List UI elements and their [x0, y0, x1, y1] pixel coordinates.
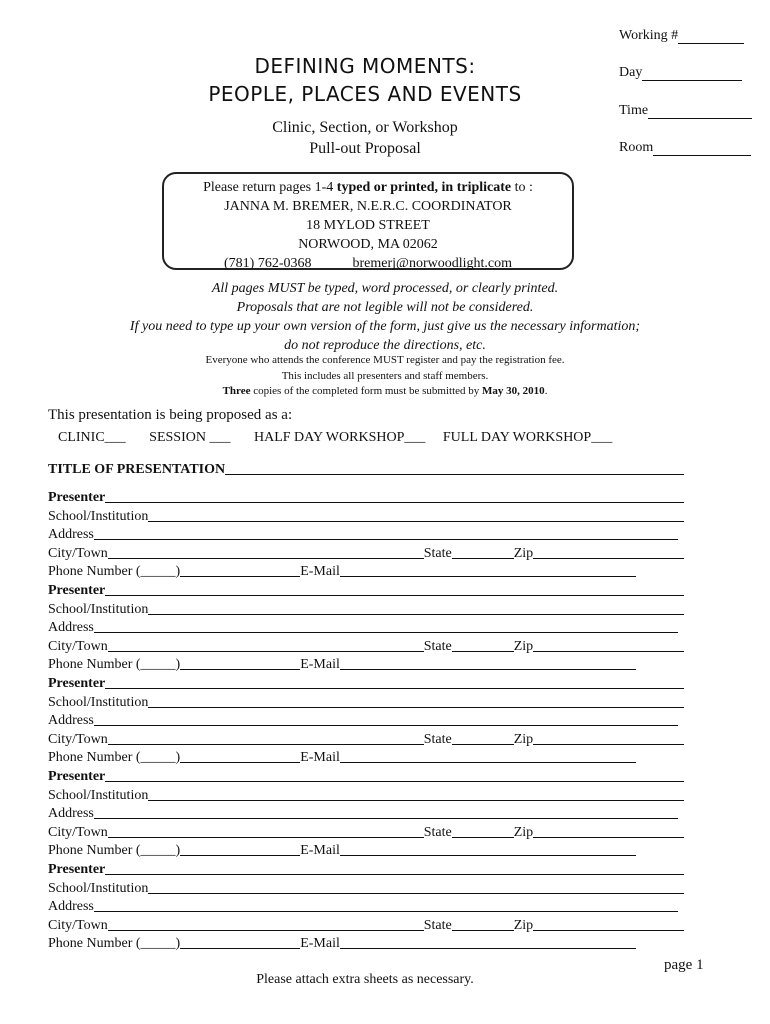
email-label: E-Mail [300, 750, 340, 766]
email-field[interactable] [340, 657, 636, 670]
presenter-5-city-row [48, 916, 684, 934]
return-instruction [164, 178, 572, 197]
email-field[interactable] [340, 564, 636, 577]
time-field[interactable] [648, 106, 752, 119]
title-of-presentation-field[interactable] [225, 462, 684, 475]
presenter-name-field[interactable] [105, 583, 684, 596]
presenter-5-school-row [48, 879, 684, 897]
zip-label: Zip [513, 824, 534, 840]
presenter-3-phone-row [48, 748, 636, 766]
proposal-intro: This presentation is being proposed as a: [48, 407, 293, 423]
email-field[interactable] [340, 843, 636, 856]
deadline-copies: Three [222, 385, 251, 397]
email-label: E-Mail [300, 936, 340, 952]
phone-label: Phone Number (_____) [48, 750, 181, 766]
presenter-label: Presenter [48, 862, 106, 877]
presenter-4-phone-row [48, 841, 636, 859]
city-label: City/Town [48, 545, 108, 561]
working-number-label: Working # [619, 28, 679, 43]
school-label: School/Institution [48, 508, 149, 524]
address-field[interactable] [94, 527, 678, 540]
day-row [619, 61, 759, 81]
zip-field[interactable] [533, 546, 684, 559]
presenter-label: Presenter [48, 676, 106, 691]
school-label: School/Institution [48, 694, 149, 710]
proposal-type-options [58, 430, 632, 446]
phone-label: Phone Number (_____) [48, 843, 181, 859]
address-field[interactable] [94, 620, 678, 633]
phone-field[interactable] [180, 657, 300, 670]
zip-field[interactable] [533, 639, 684, 652]
presenter-2-school-row [48, 600, 684, 618]
title-of-presentation-label: TITLE OF PRESENTATION [48, 462, 226, 477]
presenter-3-name-row [48, 674, 684, 692]
state-label: State [423, 824, 452, 840]
presenter-name-field[interactable] [105, 490, 684, 503]
instruction-line-5: Everyone who attends the conference MUST register and pay the registration fee. [205, 354, 565, 366]
phone-label: Phone Number (_____) [48, 936, 181, 952]
coordinator-email: bremerj@norwoodlight.com [352, 256, 512, 271]
email-label: E-Mail [300, 657, 340, 673]
phone-field[interactable] [180, 750, 300, 763]
presenter-name-field[interactable] [105, 769, 684, 782]
phone-field[interactable] [180, 936, 300, 949]
zip-label: Zip [513, 638, 534, 654]
city-field[interactable] [108, 732, 424, 745]
office-use-block [619, 24, 759, 156]
instruction-line-4: do not reproduce the directions, etc. [284, 338, 486, 353]
school-label: School/Institution [48, 601, 149, 617]
city-label: City/Town [48, 731, 108, 747]
state-field[interactable] [452, 918, 514, 931]
state-label: State [423, 917, 452, 933]
state-field[interactable] [452, 639, 514, 652]
presenter-4-address-row [48, 804, 678, 822]
email-field[interactable] [340, 936, 636, 949]
page-title-line-2: PEOPLE, PLACES AND EVENTS [208, 82, 522, 106]
return-instruction-prefix: Please return pages 1-4 [203, 180, 337, 195]
school-field[interactable] [148, 509, 684, 522]
school-label: School/Institution [48, 787, 149, 803]
coordinator-phone: (781) 762-0368 [224, 256, 312, 271]
school-label: School/Institution [48, 880, 149, 896]
presenter-label: Presenter [48, 490, 106, 505]
address-label: Address [48, 806, 94, 822]
attach-note: Please attach extra sheets as necessary. [256, 972, 474, 987]
coordinator-name: JANNA M. BREMER, N.E.R.C. COORDINATOR [224, 199, 512, 214]
phone-field[interactable] [180, 843, 300, 856]
presenter-1-address-row [48, 525, 678, 543]
state-label: State [423, 731, 452, 747]
state-field[interactable] [452, 732, 514, 745]
presenter-4-city-row [48, 823, 684, 841]
address-label: Address [48, 527, 94, 543]
presenter-5-phone-row [48, 934, 636, 952]
room-row [619, 136, 759, 156]
address-field[interactable] [94, 806, 678, 819]
presenter-name-field[interactable] [105, 676, 684, 689]
working-number-field[interactable] [678, 31, 744, 44]
presenter-4-name-row [48, 767, 684, 785]
school-field[interactable] [148, 881, 684, 894]
instruction-line-2: Proposals that are not legible will not be considered. [236, 300, 534, 315]
room-label: Room [619, 140, 654, 155]
presenter-1-city-row [48, 544, 684, 562]
state-label: State [423, 638, 452, 654]
option-half-day-workshop[interactable]: HALF DAY WORKSHOP___ [253, 430, 426, 445]
state-label: State [423, 545, 452, 561]
city-field[interactable] [108, 546, 424, 559]
option-session[interactable]: SESSION ___ [149, 430, 231, 445]
instruction-line-1: All pages MUST be typed, word processed, or clearly printed. [211, 281, 559, 296]
option-clinic[interactable]: CLINIC___ [58, 430, 126, 445]
page-title-line-1: DEFINING MOMENTS: [254, 54, 476, 78]
presenter-2-name-row [48, 581, 684, 599]
deadline-line [0, 383, 770, 399]
presenter-name-field[interactable] [105, 862, 684, 875]
presenter-2-phone-row [48, 655, 636, 673]
phone-label: Phone Number (_____) [48, 564, 181, 580]
email-label: E-Mail [300, 843, 340, 859]
address-label: Address [48, 713, 94, 729]
coordinator-contact [164, 254, 572, 273]
school-field[interactable] [148, 695, 684, 708]
presenter-3-city-row [48, 730, 684, 748]
presenter-5-name-row [48, 860, 684, 878]
school-field[interactable] [148, 788, 684, 801]
time-row [619, 99, 759, 119]
instruction-line-6: This includes all presenters and staff members. [281, 370, 489, 382]
state-field[interactable] [452, 825, 514, 838]
coordinator-city: NORWOOD, MA 02062 [298, 237, 438, 252]
subtitle-line-2: Pull-out Proposal [309, 140, 421, 157]
zip-field[interactable] [533, 825, 684, 838]
day-field[interactable] [642, 68, 742, 81]
presenter-1-school-row [48, 507, 684, 525]
phone-field[interactable] [180, 564, 300, 577]
presenter-2-address-row [48, 618, 678, 636]
presenter-label: Presenter [48, 583, 106, 598]
city-field[interactable] [108, 825, 424, 838]
presenter-3-address-row [48, 711, 678, 729]
return-address-box [162, 172, 574, 270]
page-number: page 1 [664, 957, 704, 973]
room-field[interactable] [653, 143, 751, 156]
deadline-date: May 30, 2010 [482, 385, 545, 397]
presenter-1-name-row [48, 488, 684, 506]
option-full-day-workshop[interactable]: FULL DAY WORKSHOP___ [442, 430, 613, 445]
city-label: City/Town [48, 824, 108, 840]
zip-label: Zip [513, 731, 534, 747]
deadline-end: . [544, 385, 548, 397]
city-field[interactable] [108, 639, 424, 652]
instruction-line-3: If you need to type up your own version of the form, just give us the necessary information; [129, 319, 641, 334]
zip-field[interactable] [533, 918, 684, 931]
presenter-5-address-row [48, 897, 678, 915]
presenter-3-school-row [48, 693, 684, 711]
working-number-row [619, 24, 759, 44]
address-label: Address [48, 620, 94, 636]
zip-label: Zip [513, 917, 534, 933]
coordinator-street: 18 MYLOD STREET [306, 218, 430, 233]
city-label: City/Town [48, 917, 108, 933]
phone-label: Phone Number (_____) [48, 657, 181, 673]
zip-field[interactable] [533, 732, 684, 745]
city-field[interactable] [108, 918, 424, 931]
time-label: Time [619, 103, 649, 118]
subtitle-line-1: Clinic, Section, or Workshop [272, 119, 458, 136]
city-label: City/Town [48, 638, 108, 654]
school-field[interactable] [148, 602, 684, 615]
title-of-presentation-row [48, 460, 684, 478]
zip-label: Zip [513, 545, 534, 561]
address-label: Address [48, 899, 94, 915]
presenter-label: Presenter [48, 769, 106, 784]
return-instruction-emphasis: typed or printed, in triplicate [336, 180, 512, 195]
day-label: Day [619, 65, 643, 80]
presenter-2-city-row [48, 637, 684, 655]
email-field[interactable] [340, 750, 636, 763]
address-field[interactable] [94, 713, 678, 726]
deadline-text: copies of the completed form must be submitted by [250, 385, 483, 397]
presenter-4-school-row [48, 786, 684, 804]
email-label: E-Mail [300, 564, 340, 580]
state-field[interactable] [452, 546, 514, 559]
presenter-1-phone-row [48, 562, 636, 580]
return-instruction-suffix: to : [511, 180, 533, 195]
address-field[interactable] [94, 899, 678, 912]
